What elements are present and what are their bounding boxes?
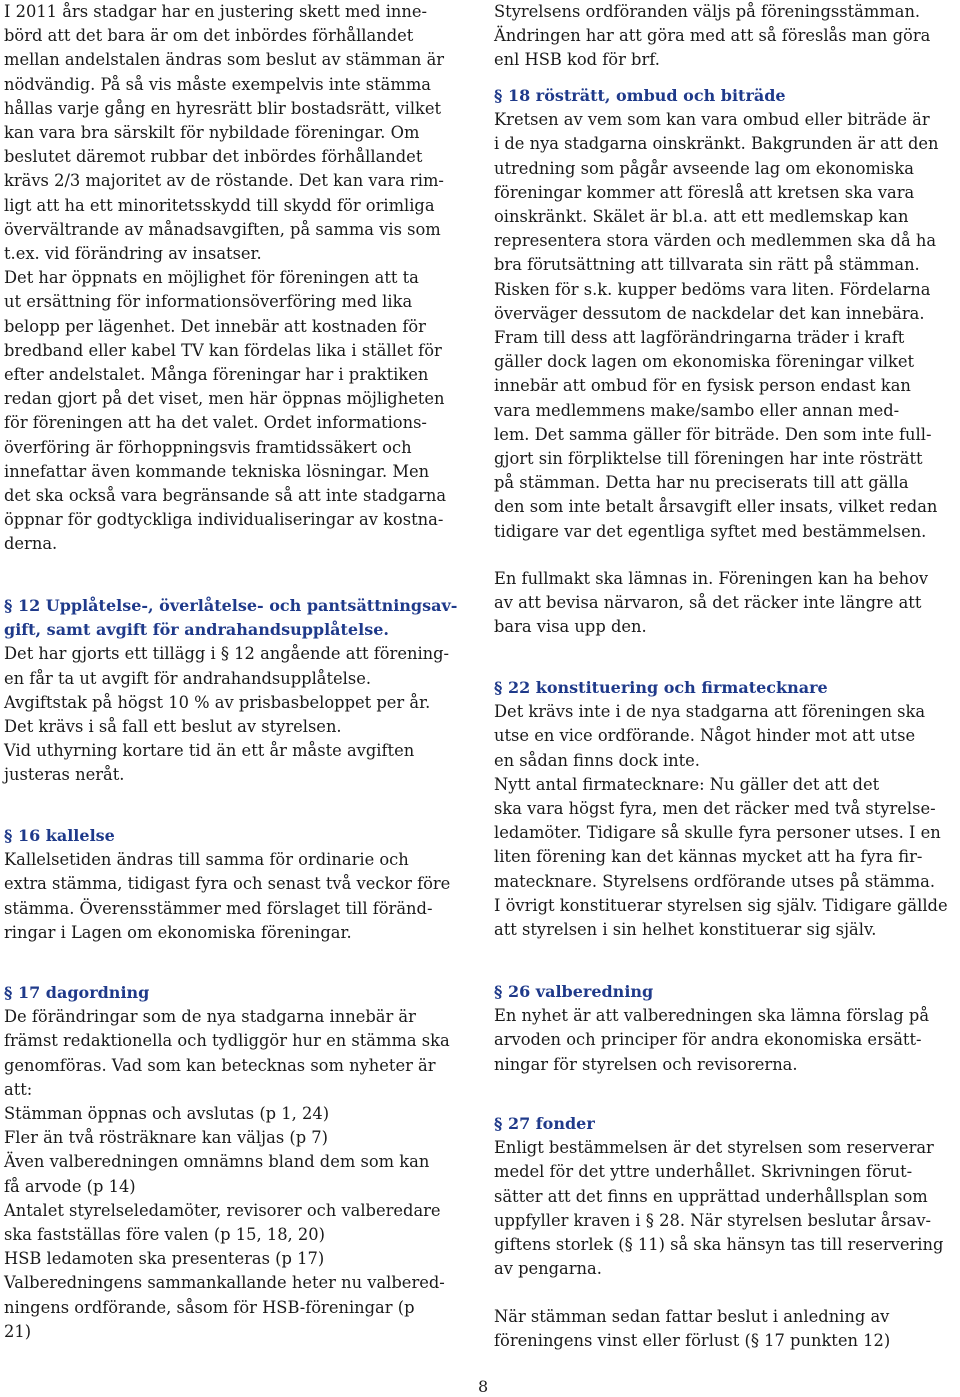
text-line: en får ta ut avgift för andrahandsupplåtelse. <box>4 668 372 688</box>
text-line: Det krävs i så fall ett beslut av styrelsen. <box>4 717 342 737</box>
text-line: en sådan finns dock inte. <box>494 750 700 770</box>
section-27-heading: § 27 fonder <box>494 1114 595 1133</box>
text-line: liten förening kan det kännas mycket att ha fyra fir- <box>494 847 923 867</box>
text-line: krävs 2/3 majoritet av de röstande. Det kan vara rim- <box>4 171 444 191</box>
text-line: ringar i Lagen om ekonomiska föreningar. <box>4 922 352 942</box>
chairman-paragraph <box>494 0 956 73</box>
text-line: belopp per lägenhet. Det innebär att kostnaden för <box>4 316 426 336</box>
section-27-body <box>494 1136 956 1281</box>
text-line: Fler än två rösträknare kan väljas (p 7) <box>4 1128 329 1148</box>
text-line: När stämman sedan fattar beslut i anledning av <box>494 1307 890 1326</box>
heading-line: § 12 Upplåtelse-, överlåtelse- och pantsättningsav- <box>4 596 458 615</box>
text-line: den som inte betalt årsavgift eller insats, vilket redan <box>494 497 938 517</box>
text-line: Även valberedningen omnämns bland dem som kan <box>4 1152 430 1172</box>
text-line: öppnar för godtyckliga individualiseringar av kostna- <box>4 510 444 530</box>
section-16-heading: § 16 kallelse <box>4 826 115 845</box>
text-line: föreningens vinst eller förlust (§ 17 punkten 12) <box>494 1331 891 1351</box>
text-line: Det krävs inte i de nya stadgarna att föreningen ska <box>494 702 926 722</box>
section-26-heading: § 26 valberedning <box>494 982 654 1001</box>
section-18-proxy-paragraph <box>494 567 956 640</box>
text-line: i de nya stadgarna oinskränkt. Bakgrunden är att den <box>494 134 939 154</box>
text-line: Styrelsens ordföranden väljs på föreningsstämman. <box>494 2 921 21</box>
text-line: Risken för s.k. kupper bedöms vara liten. Fördelarna <box>494 279 931 299</box>
section-18-heading: § 18 rösträtt, ombud och biträde <box>494 86 786 105</box>
text-line: Fram till dess att lagförändringarna träder i kraft <box>494 328 905 348</box>
text-line: En nyhet är att valberedningen ska lämna förslag på <box>494 1006 930 1026</box>
text-line: utse en vice ordförande. Något hinder mot att utse <box>494 726 916 746</box>
text-line: Kretsen av vem som kan vara ombud eller biträde är <box>494 110 930 130</box>
intro-paragraph <box>4 0 470 557</box>
section-18-body <box>494 108 956 544</box>
text-line: lem. Det samma gäller för biträde. Den som inte full- <box>494 424 932 444</box>
section-12 <box>4 594 470 788</box>
text-line: t.ex. vid förändring av insatser. <box>4 244 262 264</box>
text-line: stämma. Överensstämmer med förslaget till föränd- <box>4 898 433 918</box>
text-line: vara medlemmens make/sambo eller annan med- <box>494 400 900 420</box>
text-line: för föreningen att ha det valet. Ordet informations- <box>4 413 427 433</box>
text-line: bara visa upp den. <box>494 617 647 637</box>
text-line: redan gjort på det viset, men här öppnas möjligheten <box>4 389 445 409</box>
text-line: medel för det yttre underhållet. Skrivningen förut- <box>494 1162 913 1182</box>
text-line: bra förutsättning att tillvarata sin rätt på stämman. <box>494 255 920 275</box>
text-line: I övrigt konstituerar styrelsen sig själv. Tidigare gällde <box>494 895 948 915</box>
text-line: extra stämma, tidigast fyra och senast två veckor före <box>4 874 451 894</box>
section-27 <box>494 1112 956 1281</box>
section-17-heading: § 17 dagordning <box>4 983 150 1002</box>
text-line: De förändringar som de nya stadgarna innebär är <box>4 1007 416 1027</box>
text-line: övervältrande av månadsavgiften, på samma vis som <box>4 219 441 239</box>
text-line: matecknare. Styrelsens ordförande utses på stämma. <box>494 871 936 891</box>
text-line: giftens storlek (§ 11) så ska hänsyn tas till reservering <box>494 1235 944 1255</box>
text-line: ut ersättning för informationsöverföring med lika <box>4 292 413 312</box>
text-line: av att bevisa närvaron, så det räcker inte längre att <box>494 593 922 613</box>
section-16 <box>4 824 470 945</box>
text-line: överföring är förhoppningsvis framtidssäkert och <box>4 437 412 457</box>
text-line: att styrelsen i sin helhet konstituerar sig själv. <box>494 920 877 940</box>
text-line: av pengarna. <box>494 1259 602 1279</box>
text-line: innebär att ombud för en fysisk person endast kan <box>494 376 911 396</box>
text-line: att: <box>4 1079 33 1099</box>
text-line: genomföras. Vad som kan betecknas som nyheter är <box>4 1055 436 1075</box>
text-line: ska fastställas före valen (p 15, 18, 20) <box>4 1225 325 1245</box>
text-line: sätter att det finns en upprättad underhållsplan som <box>494 1186 928 1206</box>
text-line: Kallelsetiden ändras till samma för ordinarie och <box>4 850 409 870</box>
text-line: justeras neråt. <box>4 765 125 785</box>
section-12-body <box>4 642 470 787</box>
section-27-profit-paragraph <box>494 1305 956 1353</box>
text-line: kan vara bra särskilt för nybildade föreningar. Om <box>4 123 420 143</box>
text-line: Det har öppnats en möjlighet för föreningen att ta <box>4 268 419 288</box>
section-22 <box>494 676 956 942</box>
text-line: föreningar kommer att föreslå att kretsen ska vara <box>494 182 915 202</box>
section-26-body <box>494 1004 956 1077</box>
text-line: uppfyller kraven i § 28. När styrelsen beslutar årsav- <box>494 1210 932 1230</box>
text-line: bredband eller kabel TV kan fördelas lika i stället för <box>4 340 442 360</box>
text-line: arvoden och principer för andra ekonomiska ersätt- <box>494 1030 922 1050</box>
text-line: Enligt bestämmelsen är det styrelsen som reserverar <box>494 1138 934 1158</box>
text-line: beslutet däremot rubbar det inbördes förhållandet <box>4 147 423 167</box>
text-line: innefattar även kommande tekniska lösningar. Men <box>4 461 430 481</box>
section-12-heading <box>4 594 470 642</box>
text-line: det ska också vara begränsande så att inte stadgarna <box>4 486 447 506</box>
text-line: Nytt antal firmatecknare: Nu gäller det att det <box>494 774 880 794</box>
text-line: Avgiftstak på högst 10 % av prisbasbeloppet per år. <box>4 692 431 712</box>
text-line: främst redaktionella och tydliggör hur en stämma ska <box>4 1031 450 1051</box>
page-number: 8 <box>478 1377 489 1396</box>
text-line: efter andelstalet. Många föreningar har i praktiken <box>4 365 429 385</box>
text-line: Det har gjorts ett tillägg i § 12 angående att förening- <box>4 644 450 664</box>
text-line: gjort sin förpliktelse till föreningen har inte rösträtt <box>494 449 923 469</box>
text-line: ningens ordförande, såsom för HSB-föreningar (p <box>4 1297 415 1317</box>
text-line: ledamöter. Tidigare så skulle fyra personer utses. I en <box>494 823 941 843</box>
text-line: oinskränkt. Skälet är bl.a. att ett medlemskap kan <box>494 207 909 227</box>
text-line: på stämman. Detta har nu preciserats till att gälla <box>494 473 909 493</box>
text-line: mellan andelstalen ändras som beslut av stämman är <box>4 50 445 70</box>
text-line: Stämman öppnas och avslutas (p 1, 24) <box>4 1104 330 1124</box>
text-line: nödvändig. På så vis måste exempelvis inte stämma <box>4 74 431 94</box>
text-line: Antalet styrelseledamöter, revisorer och valberedare <box>4 1200 441 1220</box>
section-26 <box>494 980 956 1077</box>
section-22-heading: § 22 konstituering och firmatecknare <box>494 678 828 697</box>
text-line: En fullmakt ska lämnas in. Föreningen kan ha behov <box>494 569 929 588</box>
text-line: ningar för styrelsen och revisorerna. <box>494 1054 798 1074</box>
text-line: derna. <box>4 534 58 554</box>
text-line: ska vara högst fyra, men det räcker med två styrelse- <box>494 799 936 819</box>
text-line: enl HSB kod för brf. <box>494 50 660 70</box>
text-line: tidigare var det egentliga syftet med bestämmelsen. <box>494 521 927 541</box>
section-22-body <box>494 700 956 942</box>
text-line: överväger dessutom de nackdelar det kan innebära. <box>494 303 925 323</box>
text-line: utredning som pågår avseende lag om ekonomiska <box>494 158 914 178</box>
text-line: börd att det bara är om det inbördes förhållandet <box>4 26 414 46</box>
text-line: HSB ledamoten ska presenteras (p 17) <box>4 1249 325 1269</box>
text-line: ligt att ha ett minoritetsskydd till skydd för orimliga <box>4 195 435 215</box>
text-line: få arvode (p 14) <box>4 1176 136 1196</box>
text-line: 21) <box>4 1321 32 1341</box>
section-16-body <box>4 848 470 945</box>
text-line: representera stora värden och medlemmen ska då ha <box>494 231 937 251</box>
section-17 <box>4 981 470 1344</box>
text-line: gäller dock lagen om ekonomiska föreningar vilket <box>494 352 915 372</box>
text-line: Vid uthyrning kortare tid än ett år måste avgiften <box>4 741 415 761</box>
text-line: I 2011 års stadgar har en justering skett med inne- <box>4 2 428 21</box>
heading-line: gift, samt avgift för andrahandsupplåtelse. <box>4 620 389 640</box>
text-line: Ändringen har att göra med att så föreslås man göra <box>494 26 931 46</box>
section-18 <box>494 84 956 544</box>
text-line: hållas varje gång en hyresrätt blir bostadsrätt, vilket <box>4 98 442 118</box>
section-17-body <box>4 1005 470 1344</box>
text-line: Valberedningens sammankallande heter nu valbered- <box>4 1273 445 1293</box>
